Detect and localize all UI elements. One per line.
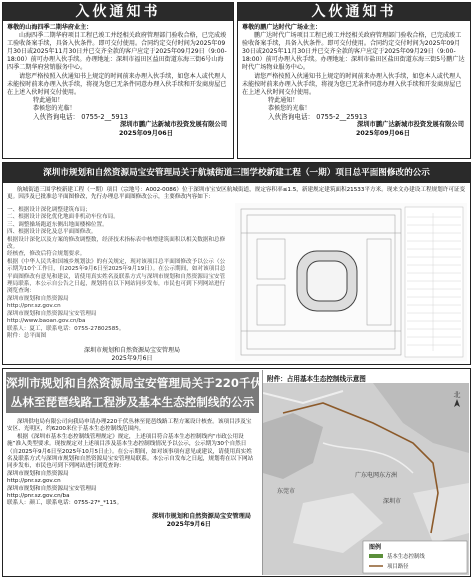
school-link[interactable]: http://www.baoan.gov.cn/ba <box>7 318 86 325</box>
road-title-line1: 深圳市规划和自然资源局宝安管理局关于220千伏 <box>6 376 263 390</box>
legend-item: 项目路径 <box>387 564 409 570</box>
map-label: 深圳市 <box>383 498 402 505</box>
notice-right-body2: 请您严格按照入伙通知书上规定的时间前来办理入伙手续，如您本人或代理人未能按时前来办理入伙手续，将视为您已无条件同意办理入伙手续和开发商房屋已在上述入伙时间交付使用。 <box>242 72 462 96</box>
ecological-control-map <box>263 383 469 575</box>
notice-left-body: 山海四季二期华府项目工程已竣工并经相关政府管理部门验收合格，已完成竣工验收备案手续，具备入伙条件。即可交付使用。合同约定交付时间为2025年09月30日或2025年11月30日并已交齐全款的客户应定于2025年09月29日（9:00-18:00）前可办理入伙手续。办理地址：深圳市福田区益田街道东海三街6号山海四季二期华府营销服务中心。 <box>7 32 227 72</box>
school-date: 2025年9月6日 <box>111 355 153 363</box>
school-link[interactable]: http://pnr.sz.gov.cn <box>7 303 61 310</box>
road-date: 2025年9月6日 <box>166 520 211 528</box>
road-link[interactable]: http://pnr.sz.gov.cn <box>7 478 61 485</box>
school-attachment: 附件：总平面图 <box>7 332 47 339</box>
school-body: 根据设计深化以及方案的修改调整数，经济技术指标表中核增建筑面积以相关数据和总修改。 经核查，修改后符合规划要求。 根据《中华人民共和国城乡规划法》的有关规定，现对该项目总平面图修改予以公示（公示期为10个工作日，自2025年9月6日至2025年9月19日）。在公示期间，如对该项目总平面图修改有意见和建议，请使用真实姓名及联系方式与深圳市规划和自然资源局宝安管理局联系，本公示自公告之日起，规划将在以下网站同步发布，市民也可到下列网站进行浏览查询： <box>7 236 226 295</box>
notice-right-date: 2025年09月06日 <box>356 129 410 137</box>
road-notice <box>2 368 471 577</box>
school-item: 一、根据设计深化调整建筑布局； <box>7 207 91 213</box>
map-title: 附件：占用基本生态控制线示意图 <box>267 375 366 383</box>
road-link[interactable]: http://pnr.sz.gov.cn/ba <box>7 493 70 500</box>
notice-left-closing2: 恭候您的光临！ <box>33 104 76 112</box>
school-link[interactable]: 深圳市规划和自然资源局宝安管理局 <box>7 310 97 317</box>
notice-left-phone: 入伙咨询电话： 0755-2__5913 <box>33 113 128 122</box>
school-intro: 航城街道三围学校新建工程（一期）项目（宗地号：A002-0086）位于深圳市宝安区航城街道，规定容积率≤1.5，新建规定建筑面积21533平方米。现来文办建设工程规划许可证变更。因涉及已批准总平面图修改，先行办理总平面图修改公示，主要修改内容如下： <box>7 187 466 201</box>
school-link[interactable]: 深圳市规划和自然资源局 <box>7 295 69 302</box>
legend-title: 图例 <box>369 544 382 551</box>
legend-item: 基本生态控制线 <box>387 554 425 560</box>
notice-left <box>2 2 234 159</box>
notice-left-body2: 请您严格按照入伙通知书上规定的时间前来办理入伙手续，如您本人或代理人未能按时前来办理入伙手续，将视为您已无条件同意办理入伙手续和开发商房屋已在上述入伙时间交付使用。 <box>7 72 227 96</box>
notice-left-company: 深圳市鹏广达新城市投资发展有限公司 <box>119 121 227 129</box>
notice-right-closing2: 恭候您的光临！ <box>268 104 311 112</box>
road-signer: 深圳市规划和自然资源局宝安管理局 <box>152 512 251 520</box>
road-link[interactable]: 深圳市规划和自然资源局宝安管理局 <box>7 485 97 492</box>
road-p2: 根据《深圳市基本生态控制线管理规定》规定，上述项目符合基本生态控制线内“市政公用设施”准入类型要求。现按规定对上述项目涉及基本生态控制线情况予以公示，公示期为30个自然日（自2025年9月6日至2025年10月5日止）。在公示期间，如对该事项有意见或建议，请使用真实姓名及联系方式与深圳市规划和自然资源局宝安管理局联系。本公示自发布之日起，规划将在以下网站同步发布，市民也可到下列网站进行浏览查询： <box>7 433 254 470</box>
map-label: 东莞市 <box>277 488 296 495</box>
school-signer: 深圳市规划和自然资源局宝安管理局 <box>83 347 180 355</box>
notice-right-phone: 入伙咨询电话： 0755-2__25913 <box>268 113 368 122</box>
notice-left-salutation: 尊敬的山海四季二期华府业主： <box>7 24 93 31</box>
map-north: 北 <box>453 391 461 399</box>
road-title-panel <box>6 372 263 413</box>
map-label: 广东电网东方洲 <box>355 472 398 479</box>
road-contact: 联系人：颜工，联系电话：0755-27*_*115。 <box>7 500 123 507</box>
notice-left-closing1: 特此通知！ <box>33 96 64 104</box>
notice-right-salutation: 尊敬的鹏广达时代广场业主： <box>242 24 322 31</box>
school-item: 四、根据设计深化及总平面图修改。 <box>7 229 97 236</box>
school-notice-title: 深圳市规划和自然资源局宝安管理局关于航城街道三围学校新建工程（一期）项目总平面图修改的公示 <box>3 163 470 183</box>
road-p1: 深圳供电局有限公司向我局申请办理220千伏丛林至琵琶线路工程方案设计核查。该项目涉及宝安区、光明区，约6200米位于基本生态控制线范围内。 <box>7 419 252 433</box>
notice-right-title: 入伙通知书 <box>238 3 470 21</box>
running-track <box>297 251 357 311</box>
school-notice <box>2 162 471 365</box>
notice-right-company: 深圳市鹏广达新城市投资发展有限公司 <box>356 121 464 129</box>
notice-left-date: 2025年09月06日 <box>119 129 173 137</box>
road-title-line2: 丛林至琵琶线路工程涉及基本生态控制线的公示 <box>10 395 255 409</box>
site-plan-drawing <box>235 203 467 361</box>
notice-right <box>237 2 471 159</box>
notice-right-body: 鹏广达时代广场项目工程已竣工并经相关政府管理部门验收合格，已完成竣工验收备案手续，具备入伙条件。即可交付使用。合同约定交付时间为2025年09月30日或2025年11月30日并已交齐全款的客户应定于2025年09月29日（9:00-18:00）前可办理入伙手续。办理地址：深圳市盐田区盐田街道东海三街5号鹏广达时代广场物业服务中心。 <box>242 32 465 72</box>
road-map <box>262 370 468 575</box>
road-link[interactable]: 深圳市规划和自然资源局 <box>7 470 69 477</box>
school-contact: 联系人：夏工，联系电话：0755-27802585。 <box>7 325 125 332</box>
school-item: 二、根据设计深化优化地面非机动车位布局。 <box>7 214 119 221</box>
notice-left-title: 入伙通知书 <box>3 3 233 21</box>
school-item: 三、调整操场跑道东侧出地面楼梯位置。 <box>7 221 108 228</box>
notice-right-closing1: 特此通知！ <box>268 96 299 104</box>
